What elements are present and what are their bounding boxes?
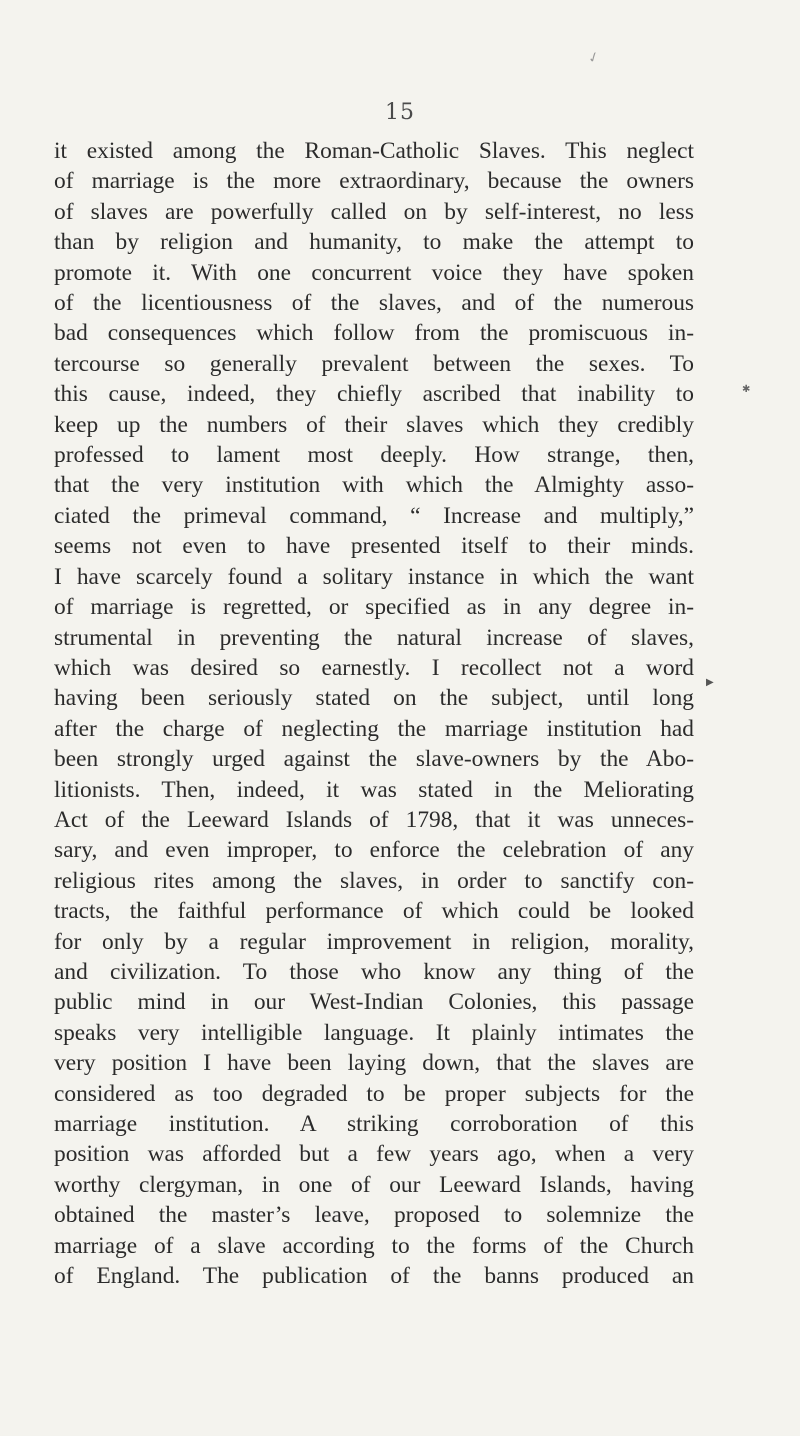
text-line: promote it. With one concurrent voice they have spoken	[54, 259, 694, 286]
text-line: that the very institution with which the Almighty asso-	[54, 472, 694, 499]
text-line: I have scarcely found a solitary instance in which the want	[54, 563, 694, 590]
stray-mark-icon: ✱	[742, 384, 751, 395]
text-line: of the licentiousness of the slaves, and of the numerous	[54, 290, 694, 317]
text-line: of England. The publication of the banns produced an	[54, 1263, 694, 1290]
text-line: tracts, the faithful performance of which could be looked	[54, 898, 694, 925]
text-line: than by religion and humanity, to make the attempt to	[54, 229, 694, 256]
text-line: litionists. Then, indeed, it was stated in the Meliorating	[54, 776, 694, 803]
text-line: marriage of a slave according to the forms of the Church	[54, 1232, 694, 1259]
text-line: which was desired so earnestly. I recollect not a word	[54, 654, 694, 681]
text-line: position was afforded but a few years ago, when a very	[54, 1141, 694, 1168]
text-line: speaks very intelligible language. It plainly intimates the	[54, 1019, 694, 1046]
tick-mark-icon: ✓	[585, 48, 603, 68]
text-line: worthy clergyman, in one of our Leeward Islands, having	[54, 1171, 694, 1198]
body-paragraph	[54, 136, 694, 1291]
text-line: having been seriously stated on the subject, until long	[54, 685, 694, 712]
page-number: 15	[385, 100, 415, 125]
text-line: Act of the Leeward Islands of 1798, that it was unneces-	[54, 806, 694, 833]
text-line: public mind in our West-Indian Colonies, this passage	[54, 989, 694, 1016]
text-line: professed to lament most deeply. How strange, then,	[54, 442, 694, 469]
text-line: tercourse so generally prevalent between the sexes. To	[54, 350, 694, 377]
text-line: of marriage is regretted, or specified as in any degree in-	[54, 594, 694, 621]
text-line: very position I have been laying down, that the slaves are	[54, 1050, 694, 1077]
text-line: marriage institution. A striking corroboration of this	[54, 1111, 694, 1137]
text-line: after the charge of neglecting the marriage institution had	[54, 715, 694, 742]
text-line: of slaves are powerfully called on by self-interest, no less	[54, 198, 694, 225]
text-line: it existed among the Roman-Catholic Slaves. This neglect	[54, 138, 694, 164]
text-line: ciated the primeval command, “ Increase and multiply,”	[54, 502, 694, 529]
text-line: sary, and even improper, to enforce the celebration of any	[54, 837, 694, 864]
text-line: keep up the numbers of their slaves which they credibly	[54, 411, 694, 438]
text-line: of marriage is the more extraordinary, because the owners	[54, 168, 694, 195]
text-line: for only by a regular improvement in religion, morality,	[54, 928, 694, 955]
text-line: this cause, indeed, they chiefly ascribed that inability to	[54, 381, 694, 408]
text-line: considered as too degraded to be proper subjects for the	[54, 1080, 694, 1107]
text-line: strumental in preventing the natural increase of slaves,	[54, 624, 694, 651]
text-line: been strongly urged against the slave-owners by the Abo-	[54, 746, 694, 773]
margin-bullet-icon: ▶	[706, 677, 714, 688]
text-line: and civilization. To those who know any thing of the	[54, 958, 694, 985]
text-line: bad consequences which follow from the promiscuous in-	[54, 320, 694, 347]
text-line: obtained the master’s leave, proposed to solemnize the	[54, 1202, 694, 1229]
text-line: religious rites among the slaves, in order to sanctify con-	[54, 867, 694, 894]
text-line: seems not even to have presented itself to their minds.	[54, 533, 694, 560]
